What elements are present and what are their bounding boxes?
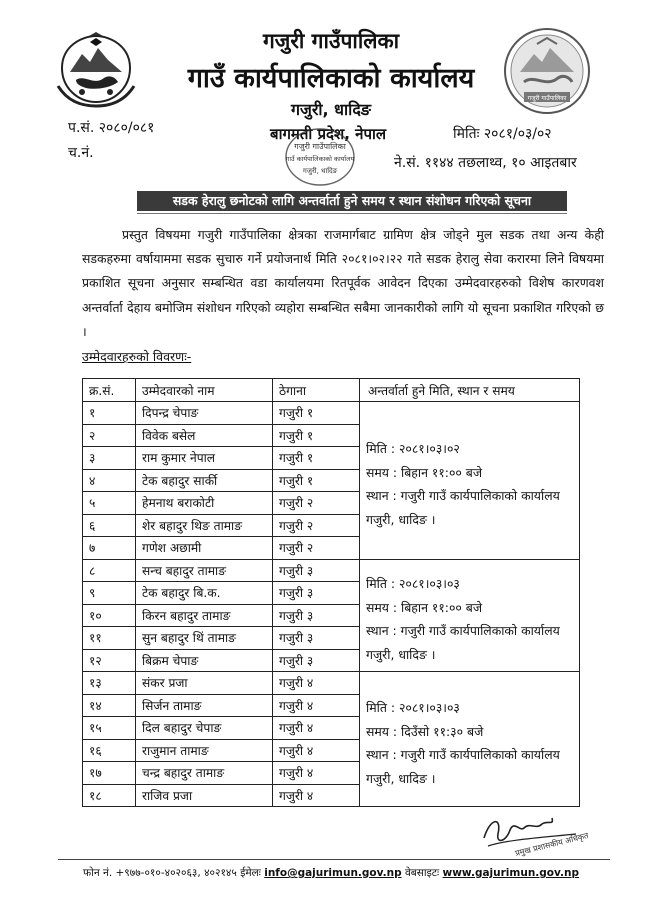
name-cell: दिल बहादुर चेपाङ <box>136 717 273 740</box>
serial-cell: १० <box>83 604 136 627</box>
serial-cell: १५ <box>83 717 136 740</box>
footer-email-label: ईमेलः <box>240 867 261 879</box>
table-row <box>83 402 580 425</box>
address-cell: गजुरी २ <box>273 537 360 560</box>
schedule-time: समय : बिहान ११:०० बजे <box>366 599 483 615</box>
signature <box>476 808 606 860</box>
name-cell: राजुमान तामाङ <box>136 739 273 762</box>
name-cell: टेक बहादुर सार्की <box>136 469 273 492</box>
address-cell: गजुरी ४ <box>273 739 360 762</box>
address-cell: गजुरी १ <box>273 402 360 425</box>
candidates-table <box>82 378 580 807</box>
address-cell: गजुरी ४ <box>273 672 360 695</box>
serial-cell: ३ <box>83 447 136 470</box>
schedule-cell <box>360 672 580 807</box>
office-address: गजुरी, धादिङ <box>290 100 372 119</box>
serial-cell: ४ <box>83 469 136 492</box>
schedule-cell <box>360 402 580 560</box>
serial-cell: २ <box>83 424 136 447</box>
logo-right-text: गजुरी गाउँपालिका <box>527 95 567 102</box>
table-header-row <box>83 379 580 402</box>
name-cell: बिक्रम चेपाङ <box>136 649 273 672</box>
stamp-line-2: गाउँ कार्यपालिकाको कार्यालय <box>285 155 355 163</box>
schedule-date: मिति : २०८१।०३।०३ <box>366 576 460 592</box>
schedule-time: समय : दिउँसो ११:३० बजे <box>366 723 484 739</box>
footer-website-label: वेबसाइटः <box>404 867 440 879</box>
serial-cell: १४ <box>83 694 136 717</box>
municipality-name: गजुरी गाउँपालिका <box>262 29 400 53</box>
serial-cell: ६ <box>83 514 136 537</box>
name-cell: दिपन्द्र चेपाङ <box>136 402 273 425</box>
stamp-line-3: गजुरी, धादिङ <box>302 167 338 175</box>
serial-cell: ८ <box>83 559 136 582</box>
schedule-cell <box>360 559 580 672</box>
schedule-time: समय : बिहान ११:०० बजे <box>366 464 483 480</box>
name-cell: विवेक बसेल <box>136 424 273 447</box>
province-line: बागमती प्रदेश, नेपाल <box>270 125 387 143</box>
name-cell: टेक बहादुर बि.क. <box>136 582 273 605</box>
address-cell: गजुरी ३ <box>273 582 360 605</box>
serial-cell: १३ <box>83 672 136 695</box>
address-cell: गजुरी २ <box>273 492 360 515</box>
candidates-table-body <box>83 402 580 807</box>
serial-cell: १ <box>83 402 136 425</box>
address-cell: गजुरी ४ <box>273 762 360 785</box>
header-schedule: अन्तर्वार्ता हुने मिति, स्थान र समय <box>360 379 580 402</box>
footer-divider <box>58 859 610 860</box>
dispatch-number: च.नं. <box>68 145 94 161</box>
serial-cell: १८ <box>83 784 136 807</box>
office-stamp-icon <box>274 125 366 189</box>
address-cell: गजुरी ४ <box>273 784 360 807</box>
header-serial: क्र.सं. <box>83 379 136 402</box>
address-cell: गजुरी ३ <box>273 649 360 672</box>
address-cell: गजुरी २ <box>273 514 360 537</box>
name-cell: राजिव प्रजा <box>136 784 273 807</box>
address-cell: गजुरी १ <box>273 424 360 447</box>
serial-cell: १२ <box>83 649 136 672</box>
address-cell: गजुरी ३ <box>273 559 360 582</box>
serial-cell: ७ <box>83 537 136 560</box>
name-cell: सुन बहादुर थिं तामाङ <box>136 627 273 650</box>
address-cell: गजुरी ४ <box>273 717 360 740</box>
name-cell: चन्द्र बहादुर तामाङ <box>136 762 273 785</box>
name-cell: हेमनाथ बराकोटी <box>136 492 273 515</box>
footer-phone: फोन नं. +९७७-०१०-४०२०६३, ४०२१४५ <box>83 867 237 879</box>
footer-website-link[interactable]: www.gajurimun.gov.np <box>442 867 579 879</box>
notice-body <box>82 223 604 344</box>
footer <box>0 866 662 880</box>
signature-icon <box>476 808 606 860</box>
nepal-samvat-date: ने.सं. ११४४ तछलाथ्व, १० आइतबार <box>394 155 577 171</box>
address-cell: गजुरी १ <box>273 447 360 470</box>
signature-caption: प्रमुख प्रशासकीय अधिकृत <box>514 831 590 858</box>
address-cell: गजुरी ३ <box>273 627 360 650</box>
schedule-place: स्थान : गजुरी गाउँ कार्यपालिकाको कार्यालय गजुरी, धादिङ । <box>366 488 560 527</box>
reference-number: प.सं. २०८०/०८१ <box>68 120 155 136</box>
name-cell: राम कुमार नेपाल <box>136 447 273 470</box>
name-cell: शेर बहादुर थिङ तामाङ <box>136 514 273 537</box>
footer-email-link[interactable]: info@gajurimun.gov.np <box>264 867 402 879</box>
name-cell: किरन बहादुर तामाङ <box>136 604 273 627</box>
table-row <box>83 559 580 582</box>
header-address: ठेगाना <box>273 379 360 402</box>
serial-cell: ५ <box>83 492 136 515</box>
serial-cell: ११ <box>83 627 136 650</box>
name-cell: गणेश अछामी <box>136 537 273 560</box>
candidates-heading: उम्मेदवारहरुको विवरणः- <box>82 349 192 364</box>
serial-cell: १७ <box>83 762 136 785</box>
notice-title: सडक हेरालु छनोटको लागि अन्तर्वार्ता हुने समय र स्थान संशोधन गरिएको सूचना <box>137 191 567 211</box>
schedule-place: स्थान : गजुरी गाउँ कार्यपालिकाको कार्यालय गजुरी, धादिङ । <box>366 747 560 786</box>
table-row <box>83 672 580 695</box>
name-cell: संकर प्रजा <box>136 672 273 695</box>
letter-date: मितिः २०८१/०३/०२ <box>453 126 552 142</box>
schedule-date: मिति : २०८१।०३।०२ <box>366 441 460 457</box>
address-cell: गजुरी १ <box>273 469 360 492</box>
stamp-line-1: गजुरी गाउँपालिका <box>294 142 346 151</box>
schedule-date: मिति : २०८१।०३।०३ <box>366 700 460 715</box>
schedule-place: स्थान : गजुरी गाउँ कार्यपालिकाको कार्यालय गजुरी, धादिङ । <box>366 623 560 662</box>
office-name: गाउँ कार्यपालिकाको कार्यालय <box>187 63 475 94</box>
serial-cell: १६ <box>83 739 136 762</box>
header-name: उम्मेदवारको नाम <box>136 379 273 402</box>
serial-cell: ९ <box>83 582 136 605</box>
name-cell: सिर्जन तामाङ <box>136 694 273 717</box>
address-cell: गजुरी ४ <box>273 694 360 717</box>
notice-underline <box>137 213 567 214</box>
notice-body-text: प्रस्तुत विषयमा गजुरी गाउँपालिका क्षेत्रका राजमार्गबाट ग्रामिण क्षेत्र जोड्ने मुल सडक तथा अन्य केही सडकहरुमा वर्षायाममा सडक सुचारु गर्ने प्रयोजनार्थ मिति २०८१।०२।२२ गते सडक हेरालु सेवा करारमा लिने विषयमा प्रकाशित सूचना अनुसार सम्बन्धित वडा कार्यालयमा रितपूर्वक आवेदन दिएका उम्मेदवारहरुको विशेष कारणवश अन्तर्वार्ता देहाय बमोजिम संशोधन गरिएको व्यहोरा सम्बन्धित सबैमा जानकारीको लागि यो सूचना प्रकाशित गरिएको छ । <box>82 227 604 339</box>
name-cell: सन्च बहादुर तामाङ <box>136 559 273 582</box>
address-cell: गजुरी ३ <box>273 604 360 627</box>
